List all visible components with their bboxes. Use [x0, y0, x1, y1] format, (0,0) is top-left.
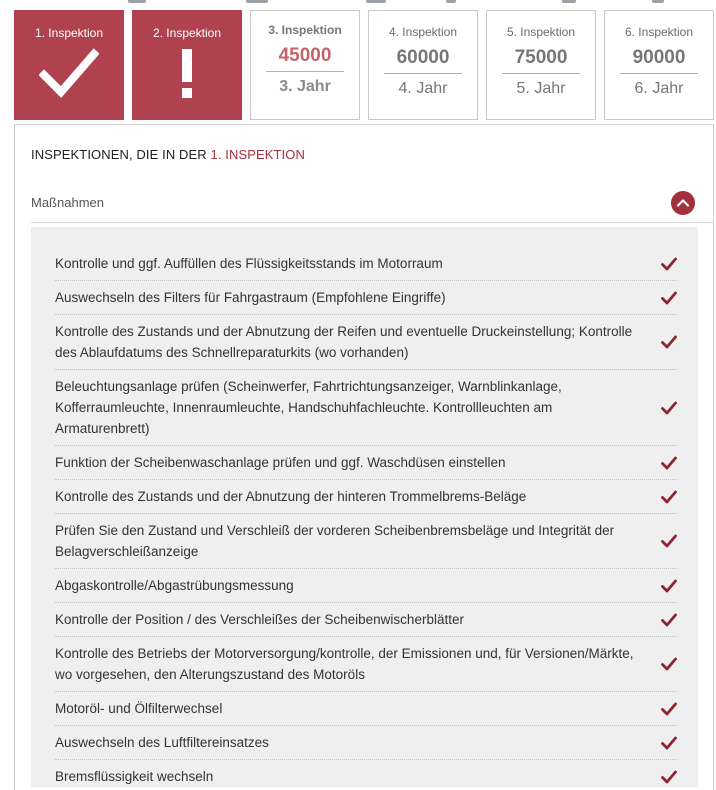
tab-label: 5. Inspektion: [506, 25, 576, 39]
list-item: [55, 637, 677, 692]
tab-year: 5. Jahr: [516, 80, 566, 97]
section-title: Maßnahmen: [31, 195, 104, 210]
list-item: [55, 247, 677, 281]
list-item: [55, 760, 677, 790]
checkmark-icon: [661, 455, 677, 471]
list-item-text: Bremsflüssigkeit wechseln: [55, 769, 214, 784]
panel-heading: [31, 147, 305, 162]
tab-mileage: 75000: [502, 48, 580, 74]
top-cutoff-strip: [0, 0, 716, 4]
tab-mileage: 60000: [384, 48, 462, 74]
list-item-text: Prüfen Sie den Zustand und Verschleiß der vorderen Scheibenbremsbeläge und Integrität der Belagverschleißanzeige: [55, 523, 615, 559]
list-item-text: Kontrolle des Zustands und der Abnutzung der Reifen und eventuelle Druckeinstellung; Kontrolle des Ablaufdatums des Schnellreparaturkits (wo vorhanden): [55, 324, 633, 360]
measures-list: [55, 247, 677, 790]
list-item-text: Abgaskontrolle/Abgastrübungsmessung: [55, 578, 294, 593]
tab-label: 1. Inspektion: [34, 26, 104, 40]
checkmark-icon: [661, 701, 677, 717]
tab-inspection-4[interactable]: [368, 10, 478, 120]
checkmark-icon: [661, 400, 677, 416]
tab-inspection-2[interactable]: [132, 10, 242, 120]
chevron-up-icon: [671, 191, 695, 215]
list-item: [55, 726, 677, 760]
list-item: [55, 281, 677, 315]
measures-section-header[interactable]: [31, 183, 713, 223]
list-item: [55, 370, 677, 446]
list-item: [55, 692, 677, 726]
inspection-tabs: [14, 10, 716, 122]
list-item: [55, 446, 677, 480]
list-item-text: Auswechseln des Luftfiltereinsatzes: [55, 735, 269, 750]
measures-list-container: [31, 227, 698, 787]
tab-label: 6. Inspektion: [624, 25, 694, 39]
list-item-text: Kontrolle der Position / des Verschleißes der Scheibenwischerblätter: [55, 612, 464, 627]
collapse-button[interactable]: [671, 191, 695, 215]
exclamation-icon: [177, 46, 197, 102]
list-item-text: Auswechseln des Filters für Fahrgastraum (Empfohlene Eingriffe): [55, 290, 446, 305]
panel-heading-prefix: INSPEKTIONEN, DIE IN DER: [31, 147, 211, 162]
list-item: [55, 569, 677, 603]
tab-year: 6. Jahr: [634, 80, 684, 97]
tab-inspection-5[interactable]: [486, 10, 596, 120]
inspection-detail-panel: [14, 124, 714, 790]
tab-label: 4. Inspektion: [388, 25, 458, 39]
tab-inspection-6[interactable]: [604, 10, 714, 120]
checkmark-icon: [661, 578, 677, 594]
list-item-text: Kontrolle des Zustands und der Abnutzung der hinteren Trommelbrems-Beläge: [55, 489, 527, 504]
tab-mileage: 90000: [620, 48, 698, 74]
tab-label: 3. Inspektion: [268, 23, 342, 37]
list-item-text: Kontrolle des Betriebs der Motorversorgung/kontrolle, der Emissionen und, für Versionen/Märkte, wo vorgesehen, den Alterungszustand des Motoröls: [55, 646, 634, 682]
tab-mileage: 45000: [266, 46, 344, 72]
panel-heading-highlight: 1. INSPEKTION: [210, 147, 305, 162]
list-item: [55, 315, 677, 370]
checkmark-icon: [661, 735, 677, 751]
checkmark-icon: [661, 256, 677, 272]
list-item: [55, 514, 677, 569]
checkmark-icon: [39, 46, 99, 102]
tab-year: 3. Jahr: [279, 78, 331, 95]
tab-label: 2. Inspektion: [152, 26, 222, 40]
list-item-text: Funktion der Scheibenwaschanlage prüfen und ggf. Waschdüsen einstellen: [55, 455, 506, 470]
checkmark-icon: [661, 656, 677, 672]
list-item-text: Kontrolle und ggf. Auffüllen des Flüssigkeitsstands im Motorraum: [55, 256, 443, 271]
checkmark-icon: [661, 334, 677, 350]
checkmark-icon: [661, 489, 677, 505]
tab-inspection-3[interactable]: [250, 10, 360, 120]
checkmark-icon: [661, 769, 677, 785]
list-item: [55, 480, 677, 514]
checkmark-icon: [661, 612, 677, 628]
list-item: [55, 603, 677, 637]
checkmark-icon: [661, 290, 677, 306]
list-item-text: Motoröl- und Ölfilterwechsel: [55, 701, 223, 716]
tab-inspection-1[interactable]: [14, 10, 124, 120]
tab-year: 4. Jahr: [398, 80, 448, 97]
checkmark-icon: [661, 533, 677, 549]
list-item-text: Beleuchtungsanlage prüfen (Scheinwerfer, Fahrtrichtungsanzeiger, Warnblinkanlage, Kofferraumleuchte, Innenraumleuchte, Handschuhfachleuchte. Kontrollleuchten am Armaturenbrett): [55, 379, 562, 436]
